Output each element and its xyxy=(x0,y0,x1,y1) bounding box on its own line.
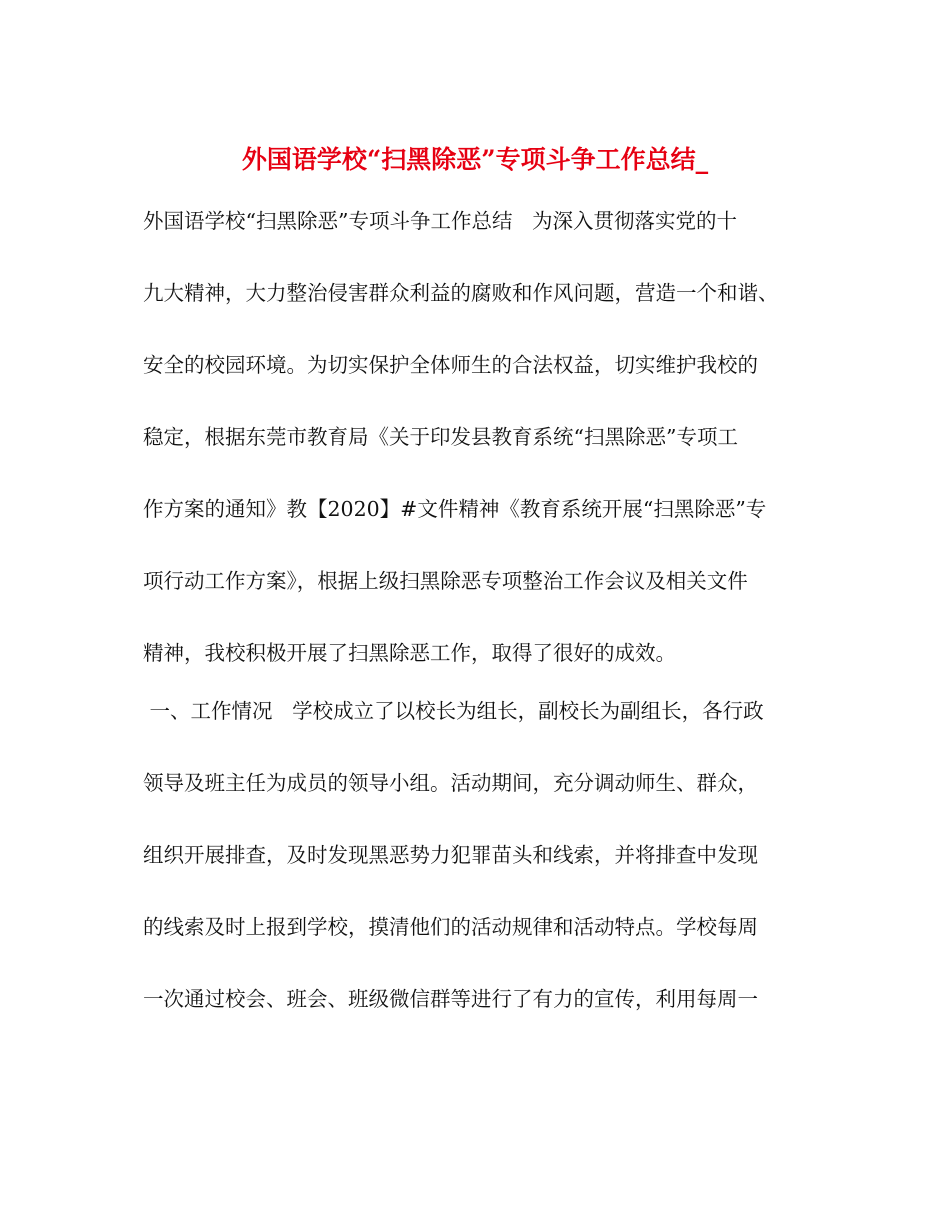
paragraph-line: 安全的校园环境。为切实保护全体师生的合法权益，切实维护我校的 xyxy=(143,353,758,377)
paragraph-line: 项行动工作方案》，根据上级扫黑除恶专项整治工作会议及相关文件 xyxy=(143,569,748,593)
document-body xyxy=(143,206,823,1056)
paragraph-line: 精神，我校积极开展了扫黑除恶工作，取得了很好的成效。 xyxy=(143,641,676,665)
paragraph-line: 九大精神，大力整治侵害群众利益的腐败和作风问题，营造一个和谐、 xyxy=(143,281,779,305)
section-heading-line: 一、工作情况 学校成立了以校长为组长，副校长为副组长，各行政 xyxy=(143,699,764,723)
paragraph-line: 作方案的通知》教【2020】#文件精神《教育系统开展“扫黑除恶”专 xyxy=(143,497,767,521)
paragraph-line: 的线索及时上报到学校，摸清他们的活动规律和活动特点。学校每周 xyxy=(143,915,758,939)
paragraph-line: 组织开展排查，及时发现黑恶势力犯罪苗头和线索，并将排查中发现 xyxy=(143,843,758,867)
document-title: 外国语学校“扫黑除恶”专项斗争工作总结_ xyxy=(241,145,709,174)
paragraph-line: 外国语学校“扫黑除恶”专项斗争工作总结 为深入贯彻落实党的十 xyxy=(143,209,738,233)
paragraph-line: 一次通过校会、班会、班级微信群等进行了有力的宣传，利用每周一 xyxy=(143,987,758,1011)
paragraph-line: 稳定，根据东莞市教育局《关于印发县教育系统“扫黑除恶”专项工 xyxy=(143,425,738,449)
paragraph-line: 领导及班主任为成员的领导小组。活动期间，充分调动师生、群众， xyxy=(143,771,758,795)
